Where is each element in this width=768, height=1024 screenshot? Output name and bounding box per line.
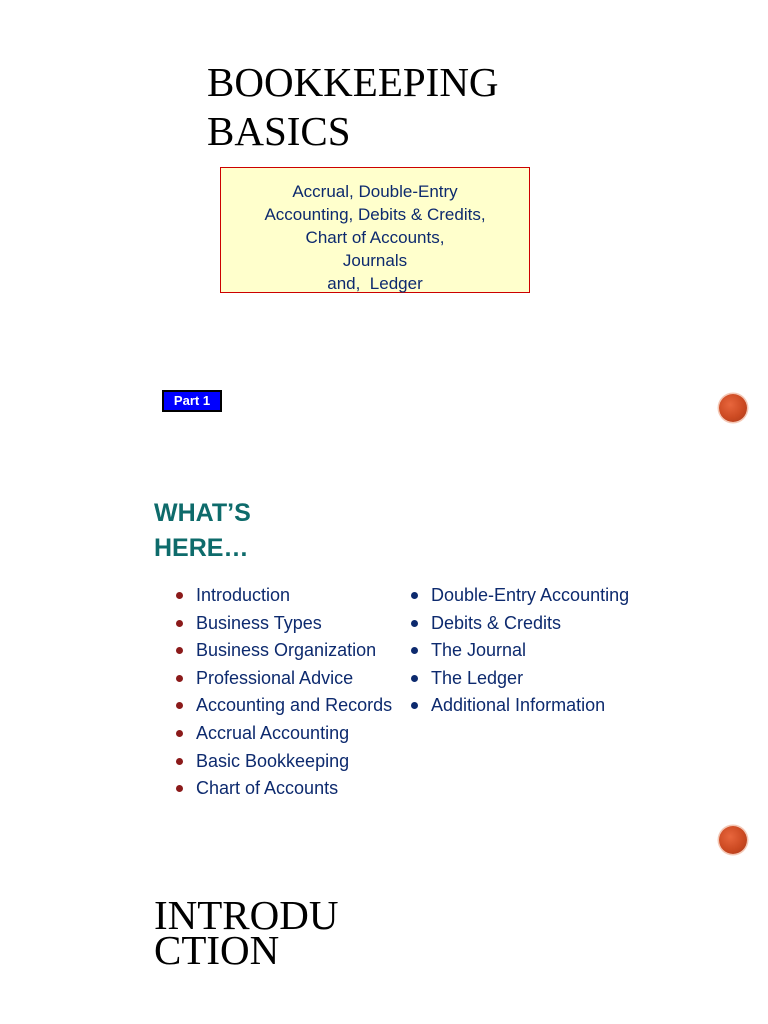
bullet-icon — [176, 647, 183, 654]
subtitle-box — [220, 167, 530, 293]
list-item — [175, 720, 392, 748]
slide-orb-icon — [719, 394, 747, 422]
bullet-icon — [176, 730, 183, 737]
list-item — [410, 582, 629, 610]
bullet-icon — [176, 758, 183, 765]
list-item-label: Accounting and Records — [196, 695, 393, 716]
list-item-label: The Ledger — [431, 667, 524, 688]
list-item-label: The Journal — [431, 640, 527, 661]
list-item-label: Professional Advice — [196, 667, 354, 688]
bullet-icon — [176, 785, 183, 792]
list-item-label: Double-Entry Accounting — [431, 585, 630, 605]
introduction-slide — [0, 865, 768, 1024]
list-item — [175, 748, 392, 776]
list-item — [175, 775, 392, 803]
list-item-label: Debits & Credits — [431, 612, 562, 633]
contents-list-right — [410, 582, 629, 720]
subtitle-line: Accounting, Debits & Credits, — [264, 205, 486, 224]
subtitle-line: Chart of Accounts, — [305, 228, 445, 247]
list-item-label: Additional Information — [431, 695, 606, 716]
bullet-icon — [411, 647, 418, 654]
slide-orb-icon — [719, 826, 747, 854]
list-item — [410, 637, 629, 665]
list-item — [175, 582, 392, 610]
list-item — [175, 692, 392, 720]
list-item-label: Business Organization — [196, 640, 377, 661]
subtitle-line: and, Ledger — [327, 274, 423, 293]
list-item-label: Chart of Accounts — [196, 778, 339, 799]
section-title: INTRODU CTION — [154, 892, 339, 973]
part-1-button[interactable]: Part 1 — [162, 390, 222, 412]
bullet-icon — [176, 675, 183, 682]
bullet-icon — [176, 620, 183, 627]
list-item-label: Business Types — [196, 612, 322, 633]
list-item-label: Basic Bookkeeping — [196, 750, 350, 771]
list-item — [410, 665, 629, 693]
list-item — [175, 665, 392, 693]
bullet-icon — [176, 592, 183, 599]
list-item — [410, 610, 629, 638]
bullet-icon — [411, 675, 418, 682]
bullet-icon — [411, 702, 418, 709]
contents-list-left — [175, 582, 392, 803]
title-slide — [0, 0, 768, 440]
subtitle-line: Accrual, Double-Entry — [292, 182, 458, 201]
bullet-icon — [411, 620, 418, 627]
list-item — [175, 637, 392, 665]
bullet-icon — [411, 592, 418, 599]
bullet-icon — [176, 702, 183, 709]
list-item — [175, 610, 392, 638]
subtitle-line: Journals — [342, 251, 408, 270]
list-item-label: Accrual Accounting — [196, 722, 350, 743]
contents-slide — [0, 440, 768, 865]
list-item — [410, 692, 629, 720]
list-item-label: Introduction — [196, 585, 291, 605]
page-title: BOOKKEEPING BASICS — [207, 59, 499, 154]
section-title: WHAT’S HERE… — [154, 499, 251, 562]
